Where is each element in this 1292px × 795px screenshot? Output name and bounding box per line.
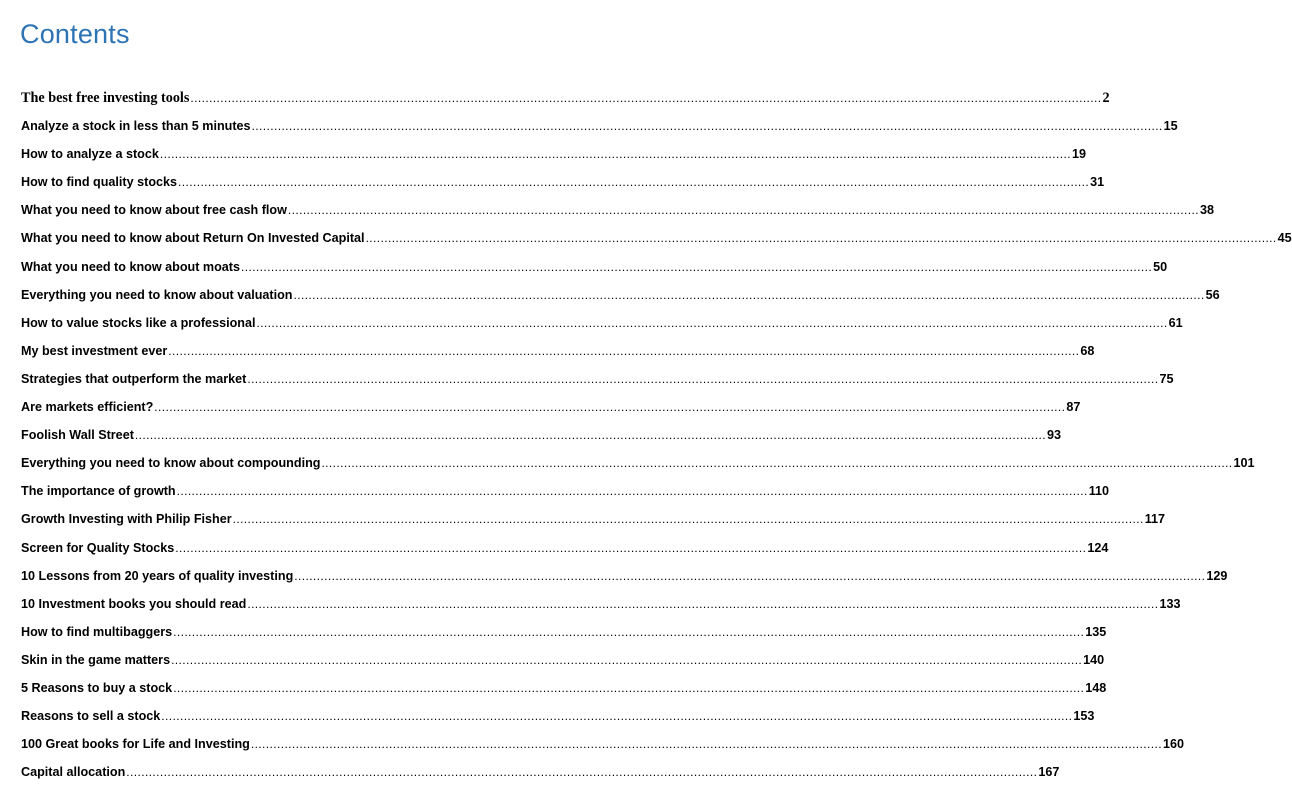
toc-dot-leader: .................................................................................................................................................................................................................................................... [247, 596, 1159, 611]
toc-entry-page: 56 [1205, 287, 1220, 302]
toc-dot-leader: .................................................................................................................................................................................................................................................... [159, 147, 1071, 162]
toc-entry-title: What you need to know about Return On Invested Capital [21, 231, 365, 246]
toc-dot-leader: .................................................................................................................................................................................................................................................... [251, 119, 1163, 134]
toc-entry-title: Everything you need to know about valuation [21, 287, 293, 302]
toc-entry-page: 129 [1206, 568, 1228, 583]
toc-entry-page: 61 [1168, 315, 1183, 330]
toc-entry[interactable] [21, 674, 1107, 702]
toc-entry[interactable] [21, 309, 1183, 337]
toc-dot-leader: .................................................................................................................................................................................................................................................... [256, 315, 1168, 330]
toc-dot-leader: .................................................................................................................................................................................................................................................... [294, 568, 1206, 583]
toc-entry-title: Analyze a stock in less than 5 minutes [21, 119, 251, 134]
toc-entry-page: 68 [1080, 343, 1095, 358]
toc-entry-page: 135 [1085, 624, 1107, 639]
toc-entry-page: 148 [1085, 680, 1107, 695]
toc-entry-page: 117 [1144, 512, 1166, 527]
toc-entry-title: How to analyze a stock [21, 147, 159, 162]
toc-dot-leader: .................................................................................................................................................................................................................................................... [126, 765, 1038, 780]
toc-entry[interactable] [21, 365, 1174, 393]
toc-entry[interactable] [21, 337, 1095, 365]
toc-entry[interactable] [21, 112, 1178, 140]
toc-entry-title: Are markets efficient? [21, 400, 154, 415]
toc-entry[interactable] [21, 253, 1168, 281]
toc-entry[interactable] [21, 562, 1228, 590]
toc-dot-leader: .................................................................................................................................................................................................................................................... [161, 709, 1073, 724]
toc-entry-page: 167 [1038, 765, 1060, 780]
toc-entry-page: 19 [1071, 147, 1086, 162]
toc-entry[interactable] [21, 618, 1107, 646]
toc-dot-leader: .................................................................................................................................................................................................................................................... [134, 428, 1046, 443]
toc-dot-leader: .................................................................................................................................................................................................................................................... [293, 287, 1205, 302]
toc-entry-title: The best free investing tools [21, 90, 190, 106]
toc-entry[interactable] [21, 168, 1105, 196]
toc-entry-page: 75 [1159, 371, 1174, 386]
toc-entry-title: Skin in the game matters [21, 652, 171, 667]
toc-entry-page: 160 [1162, 737, 1184, 752]
toc-entry-title: 10 Lessons from 20 years of quality investing [21, 568, 294, 583]
toc-entry[interactable] [21, 646, 1105, 674]
toc-entry[interactable] [21, 590, 1181, 618]
toc-entry-page: 2 [1102, 90, 1110, 106]
toc-entry-page: 110 [1088, 484, 1110, 499]
toc-entry-page: 45 [1277, 231, 1292, 246]
toc-entry-title: 100 Great books for Life and Investing [21, 737, 250, 752]
toc-entry-page: 87 [1066, 400, 1081, 415]
toc-entry-title: Reasons to sell a stock [21, 709, 161, 724]
toc-entry[interactable] [21, 140, 1086, 168]
toc-dot-leader: .................................................................................................................................................................................................................................................... [321, 456, 1233, 471]
toc-dot-leader: .................................................................................................................................................................................................................................................... [241, 259, 1153, 274]
toc-entry-title: Capital allocation [21, 765, 126, 780]
toc-entry-page: 133 [1159, 596, 1181, 611]
toc-dot-leader: .................................................................................................................................................................................................................................................... [154, 400, 1066, 415]
toc-entry[interactable] [21, 421, 1061, 449]
toc-entry[interactable] [21, 196, 1214, 224]
toc-entry-title: The importance of growth [21, 484, 176, 499]
toc-entry[interactable] [21, 534, 1109, 562]
toc-entry[interactable] [21, 758, 1060, 786]
toc-entry-page: 153 [1073, 709, 1095, 724]
toc-entry-title: 10 Investment books you should read [21, 596, 247, 611]
toc-entry-page: 31 [1090, 175, 1105, 190]
toc-dot-leader: .................................................................................................................................................................................................................................................... [173, 624, 1085, 639]
toc-dot-leader: .................................................................................................................................................................................................................................................... [173, 680, 1085, 695]
toc-entry-title: How to find multibaggers [21, 624, 173, 639]
toc-entry-page: 140 [1083, 652, 1105, 667]
toc-entry[interactable] [21, 393, 1081, 421]
toc-list [21, 84, 1292, 786]
toc-dot-leader: .................................................................................................................................................................................................................................................... [176, 484, 1088, 499]
toc-entry[interactable] [21, 477, 1110, 505]
toc-entry-title: 5 Reasons to buy a stock [21, 680, 173, 695]
toc-heading: Contents [20, 19, 130, 49]
toc-entry[interactable] [21, 449, 1255, 477]
toc-dot-leader: .................................................................................................................................................................................................................................................... [168, 343, 1080, 358]
toc-entry-page: 50 [1153, 259, 1168, 274]
toc-entry[interactable] [21, 505, 1166, 533]
toc-entry-title: How to value stocks like a professional [21, 315, 256, 330]
toc-entry-title: Growth Investing with Philip Fisher [21, 512, 232, 527]
toc-entry-title: Screen for Quality Stocks [21, 540, 175, 555]
toc-entry[interactable] [21, 224, 1292, 252]
toc-entry[interactable] [21, 730, 1184, 758]
toc-entry-title: Strategies that outperform the market [21, 371, 247, 386]
toc-entry[interactable] [21, 84, 1110, 112]
toc-dot-leader: .................................................................................................................................................................................................................................................... [171, 652, 1083, 667]
toc-dot-leader: .................................................................................................................................................................................................................................................... [287, 203, 1199, 218]
toc-dot-leader: .................................................................................................................................................................................................................................................... [232, 512, 1144, 527]
toc-entry-page: 101 [1233, 456, 1255, 471]
toc-dot-leader: .................................................................................................................................................................................................................................................... [190, 91, 1102, 105]
toc-entry-title: My best investment ever [21, 343, 168, 358]
toc-dot-leader: .................................................................................................................................................................................................................................................... [365, 231, 1277, 246]
toc-entry-page: 93 [1046, 428, 1061, 443]
toc-entry-title: What you need to know about moats [21, 259, 240, 274]
toc-dot-leader: .................................................................................................................................................................................................................................................... [250, 737, 1162, 752]
toc-entry-title: Foolish Wall Street [21, 428, 134, 443]
toc-entry-title: Everything you need to know about compounding [21, 456, 321, 471]
toc-dot-leader: .................................................................................................................................................................................................................................................... [175, 540, 1087, 555]
toc-dot-leader: .................................................................................................................................................................................................................................................... [178, 175, 1090, 190]
toc-entry-page: 15 [1163, 119, 1178, 134]
toc-entry-page: 38 [1199, 203, 1214, 218]
toc-entry-title: What you need to know about free cash flow [21, 203, 287, 218]
toc-dot-leader: .................................................................................................................................................................................................................................................... [247, 371, 1159, 386]
toc-entry[interactable] [21, 702, 1095, 730]
toc-entry-page: 124 [1087, 540, 1109, 555]
toc-entry[interactable] [21, 281, 1220, 309]
toc-entry-title: How to find quality stocks [21, 175, 178, 190]
